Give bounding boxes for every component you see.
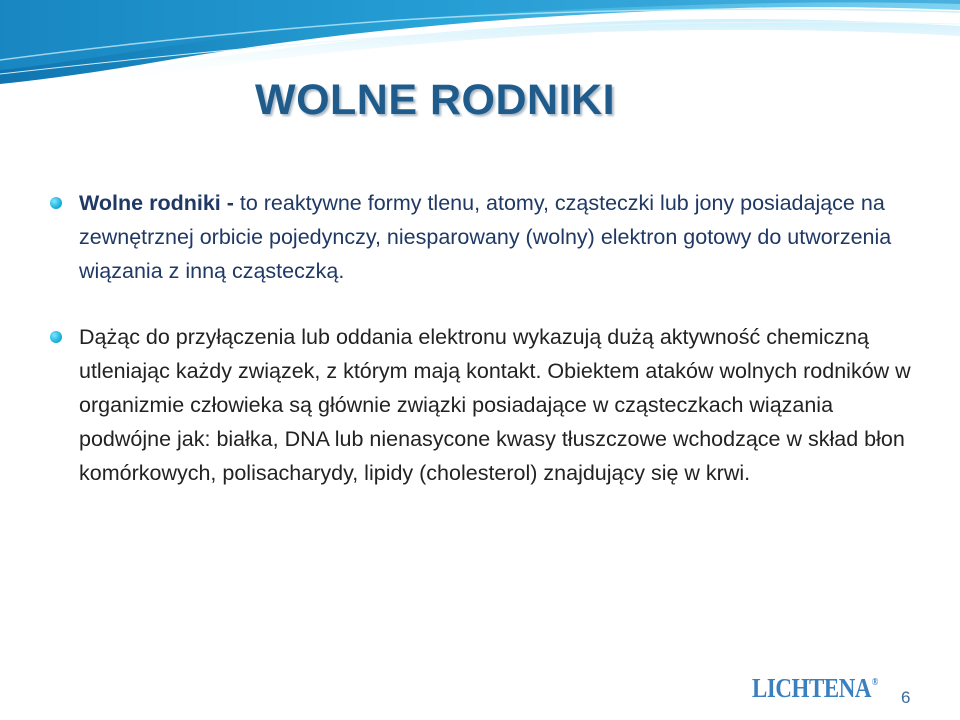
page-number: 6 [901, 688, 911, 707]
description-paragraph-2: Obiektem ataków wolnych rodników w organizmie człowieka są głównie związki posiadające w cząsteczkach wiązania podwójne jak: białka, DNA lub nienasycone kwasy tłuszczowe wchodzące w skład błon komórkowych, polisacharydy, lipidy (cholesterol) znajdujący się w krwi. [79, 359, 911, 485]
registered-mark-icon: ® [871, 677, 878, 688]
logo-text: LICHTENA [752, 673, 872, 703]
definition-term: Wolne rodniki - [79, 191, 234, 215]
bullet-list [0, 186, 960, 490]
bullet-icon [50, 197, 62, 209]
description-paragraph-1: Dążąc do przyłączenia lub oddania elektronu wykazują dużą aktywność chemiczną utleniając każdy związek, z którym mają kontakt. [79, 325, 869, 383]
slide-title: WOLNE RODNIKI [255, 76, 616, 124]
definition-text: to reaktywne formy tlenu, atomy, cząsteczki lub jony posiadające na zewnętrznej orbicie pojedynczy, niesparowany (wolny) elektron gotowy do utworzenia wiązania z inną cząsteczką. [79, 191, 892, 283]
lichtena-logo [752, 673, 878, 704]
bullet-item-description [0, 320, 960, 490]
bullet-item-definition [0, 186, 960, 288]
bullet-icon [50, 331, 62, 343]
